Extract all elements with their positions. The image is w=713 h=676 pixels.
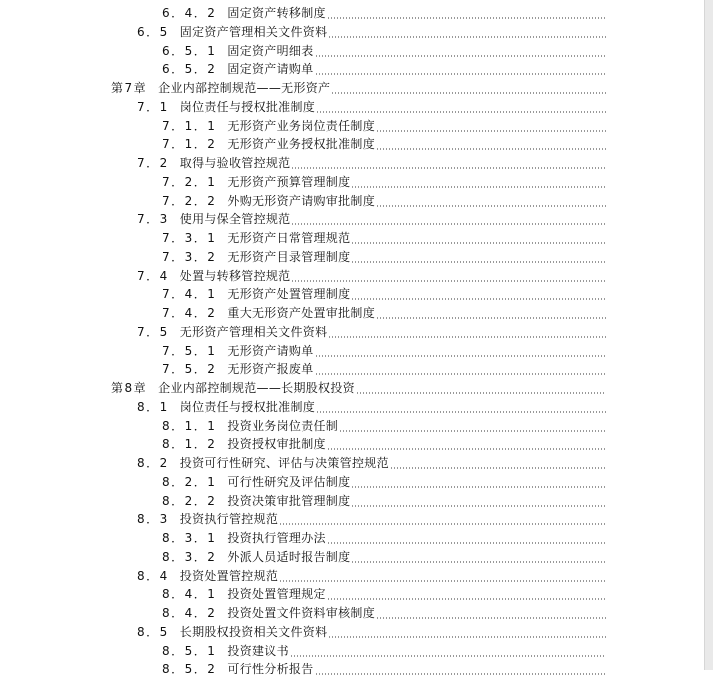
toc-entry-number: 6．5 [137,24,169,39]
toc-dot-leader [316,111,606,113]
toc-entry-number: 8．3．1 [162,531,217,545]
toc-dot-leader [291,167,606,169]
toc-entry-number: 7．2．1 [162,174,217,189]
toc-entry-number: 第7章 [111,81,148,95]
toc-entry-title: 无形资产目录管理制度 [227,249,351,264]
toc-entry-title: 无形资产日常管理规范 [227,231,351,245]
toc-entry-title: 固定资产明细表 [227,43,314,58]
toc-dot-leader [351,186,606,188]
toc-entry-number: 6．4．2 [162,6,217,20]
toc-subsection-entry[interactable] [162,471,606,489]
toc-dot-leader [351,298,606,300]
toc-entry-title: 投资处置管理规定 [227,587,326,602]
toc-dot-leader [351,561,606,563]
toc-entry-title: 无形资产预算管理制度 [227,174,351,189]
vertical-scrollbar[interactable] [704,0,713,670]
toc-entry-number: 8．3 [137,512,169,527]
toc-entry-title: 可行性分析报告 [227,662,314,676]
toc-dot-leader [327,598,606,600]
toc-entry-number: 7．1．2 [162,137,217,152]
toc-dot-leader [376,130,606,132]
toc-section-entry[interactable] [137,21,606,39]
toc-dot-leader [327,542,606,544]
toc-entry-number: 7．4．2 [162,306,217,320]
toc-entry-title: 无形资产业务授权批准制度 [227,137,376,152]
toc-entry-title: 投资执行管控规范 [179,512,279,527]
toc-subsection-entry[interactable] [162,171,606,189]
toc-subsection-entry[interactable] [162,527,606,545]
toc-subsection-entry[interactable] [162,133,606,151]
toc-subsection-entry[interactable] [162,246,606,264]
toc-entry-number: 8．2．1 [162,474,217,489]
toc-entry-title: 处置与转移管控规范 [179,268,291,283]
toc-dot-leader [291,280,606,282]
toc-entry-title: 无形资产处置管理制度 [227,287,351,302]
toc-entry-title: 投资执行管理办法 [227,531,326,545]
toc-dot-leader [376,617,606,619]
toc-entry-number: 7．3 [137,212,169,227]
toc-entry-title: 可行性研究及评估制度 [227,474,351,489]
toc-dot-leader [351,486,606,488]
toc-section-entry[interactable] [137,321,606,339]
toc-entry-title: 外派人员适时报告制度 [227,549,351,564]
toc-dot-leader [331,92,606,94]
toc-entry-number: 7．2．2 [162,193,217,208]
toc-entry-title: 投资业务岗位责任制 [227,418,339,433]
toc-entry-number: 7．3．2 [162,249,217,264]
toc-dot-leader [351,505,606,507]
toc-entry-title: 投资处置管控规范 [179,568,279,583]
toc-dot-leader [328,636,606,638]
toc-entry-title: 投资可行性研究、评估与决策管控规范 [179,456,389,470]
toc-entry-number: 8．5 [137,624,169,639]
toc-subsection-entry[interactable] [162,58,606,76]
toc-dot-leader [356,392,606,394]
toc-dot-leader [390,467,606,469]
toc-entry-number: 7．4．1 [162,287,217,302]
toc-entry-number: 7．2 [137,156,169,170]
toc-entry-title: 重大无形资产处置审批制度 [227,306,376,320]
toc-dot-leader [328,336,606,338]
toc-section-entry[interactable] [137,96,606,114]
toc-subsection-entry[interactable] [162,358,606,376]
toc-entry-number: 8．1．2 [162,437,217,452]
toc-entry-title: 投资建议书 [227,643,289,658]
toc-entry-title: 岗位责任与授权批准制度 [179,99,316,114]
toc-section-entry[interactable] [137,265,606,283]
toc-entry-title: 投资决策审批管理制度 [227,493,351,508]
toc-section-entry[interactable] [137,396,606,414]
toc-dot-leader [327,448,606,450]
toc-subsection-entry[interactable] [162,283,606,301]
toc-entry-number: 8．2．2 [162,493,217,508]
toc-subsection-entry[interactable] [162,546,606,564]
toc-entry-title: 固定资产转移制度 [227,6,326,20]
toc-subsection-entry[interactable] [162,340,606,358]
toc-entry-title: 无形资产管理相关文件资料 [179,324,328,339]
toc-dot-leader [327,17,606,19]
toc-dot-leader [315,55,606,57]
toc-entry-number: 8．4．1 [162,587,217,602]
toc-subsection-entry[interactable] [162,658,606,676]
toc-dot-leader [351,242,606,244]
toc-entry-title: 无形资产请购单 [227,343,314,358]
toc-subsection-entry[interactable] [162,115,606,133]
toc-subsection-entry[interactable] [162,227,606,245]
toc-entry-title: 固定资产请购单 [227,62,314,77]
toc-entry-number: 8．1．1 [162,418,217,433]
toc-entry-number: 7．5．1 [162,343,217,358]
toc-subsection-entry[interactable] [162,40,606,58]
toc-subsection-entry[interactable] [162,302,606,320]
toc-entry-number: 7．5 [137,324,169,339]
toc-entry-number: 6．5．1 [162,43,217,58]
toc-subsection-entry[interactable] [162,2,606,20]
toc-entry-number: 8．5．2 [162,662,217,676]
toc-entry-number: 7．4 [137,268,169,283]
toc-section-entry[interactable] [137,208,606,226]
toc-entry-title: 无形资产业务岗位责任制度 [227,118,376,133]
toc-dot-leader [328,36,606,38]
toc-dot-leader [315,373,606,375]
toc-subsection-entry[interactable] [162,640,606,658]
toc-dot-leader [315,73,606,75]
toc-entry-number: 8．2 [137,456,169,470]
toc-dot-leader [290,655,606,657]
toc-dot-leader [316,411,606,413]
toc-entry-number: 8．5．1 [162,643,217,658]
toc-dot-leader [376,205,606,207]
toc-entry-number: 第8章 [111,381,148,395]
toc-entry-title: 投资处置文件资料审核制度 [227,606,376,620]
toc-subsection-entry[interactable] [162,415,606,433]
toc-entry-title: 长期股权投资相关文件资料 [179,624,328,639]
toc-entry-title: 外购无形资产请购审批制度 [227,193,376,208]
toc-chapter-entry[interactable] [111,77,606,95]
toc-entry-number: 7．1．1 [162,118,217,133]
toc-section-entry[interactable] [137,152,606,170]
toc-entry-title: 固定资产管理相关文件资料 [179,24,328,39]
toc-entry-title: 取得与验收管控规范 [179,156,291,170]
toc-dot-leader [376,317,606,319]
toc-subsection-entry[interactable] [162,583,606,601]
toc-dot-leader [339,430,606,432]
toc-entry-title: 企业内部控制规范——无形资产 [158,81,331,95]
toc-entry-number: 7．3．1 [162,231,217,245]
toc-entry-number: 7．1 [137,99,169,114]
toc-entry-title: 无形资产报废单 [227,362,314,377]
toc-dot-leader [376,148,606,150]
toc-dot-leader [279,523,606,525]
toc-subsection-entry[interactable] [162,490,606,508]
toc-entry-title: 使用与保全管控规范 [179,212,291,227]
toc-entry-title: 企业内部控制规范——长期股权投资 [158,381,355,395]
toc-entry-title: 岗位责任与授权批准制度 [179,399,316,414]
toc-dot-leader [315,355,606,357]
toc-dot-leader [279,580,606,582]
toc-subsection-entry[interactable] [162,602,606,620]
toc-subsection-entry[interactable] [162,190,606,208]
toc-chapter-entry[interactable] [111,377,606,395]
toc-dot-leader [351,261,606,263]
toc-dot-leader [315,673,606,675]
toc-section-entry[interactable] [137,565,606,583]
toc-entry-number: 8．1 [137,399,169,414]
toc-entry-number: 8．4．2 [162,606,217,620]
toc-entry-number: 8．3．2 [162,549,217,564]
toc-section-entry[interactable] [137,508,606,526]
toc-entry-number: 6．5．2 [162,62,217,77]
toc-entry-number: 7．5．2 [162,362,217,377]
toc-section-entry[interactable] [137,452,606,470]
toc-entry-title: 投资授权审批制度 [227,437,326,452]
toc-entry-number: 8．4 [137,568,169,583]
toc-section-entry[interactable] [137,621,606,639]
toc-subsection-entry[interactable] [162,433,606,451]
toc-dot-leader [291,223,606,225]
